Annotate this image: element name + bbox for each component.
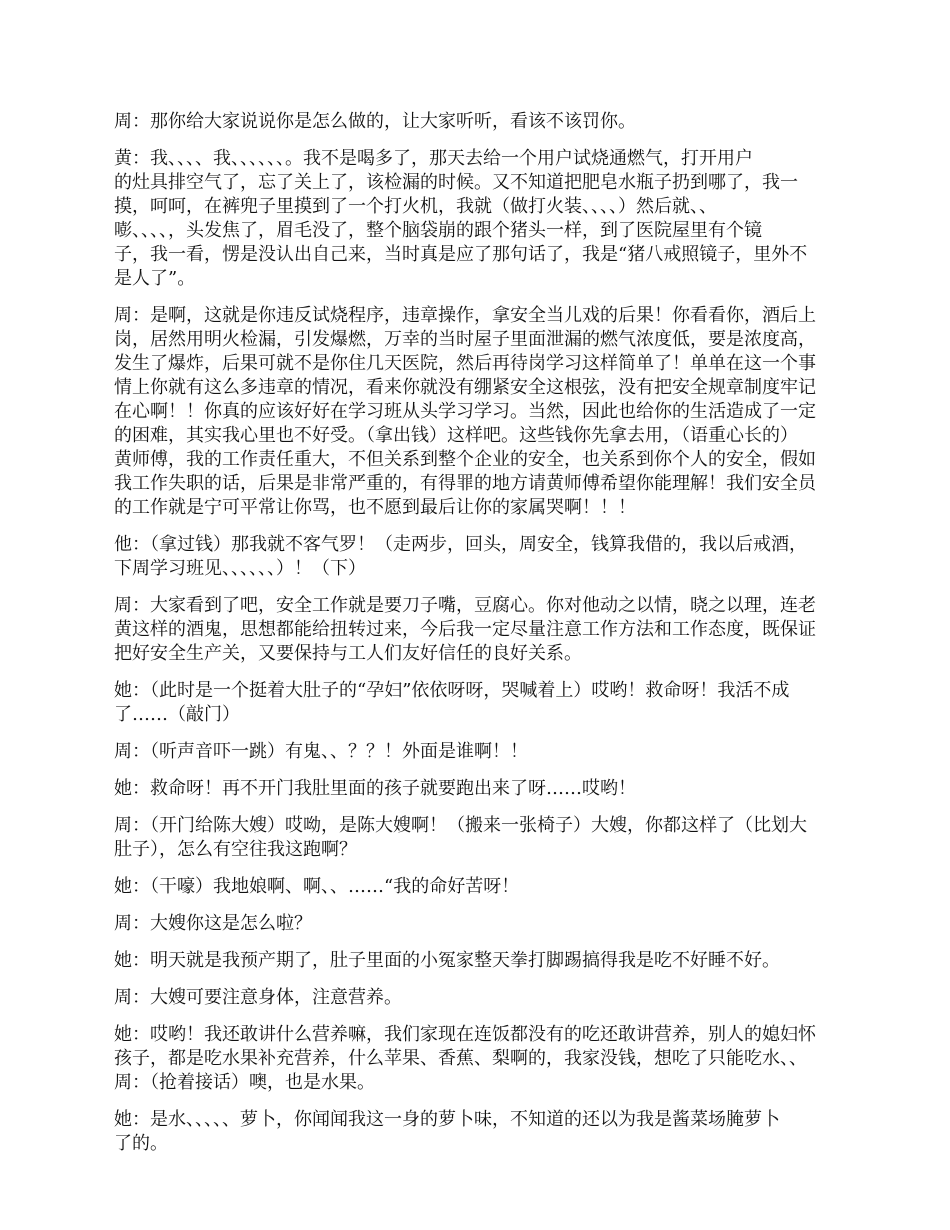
dialogue-paragraph: 周：大家看到了吧，安全工作就是要刀子嘴，豆腐心。你对他动之以情，晓之以理，连老 黄这样的酒鬼，思想都能给扭转过来，今后我一定尽量注意工作方法和工作态度，既保证 把好安全生产关，又要保持与工人们友好信任的良好关系。 bbox=[114, 595, 816, 664]
dialogue-paragraph: 她：哎哟！我还敢讲什么营养嘛，我们家现在连饭都没有的吃还敢讲营养，别人的媳妇怀 孩子，都是吃水果补充营养，什么苹果、香蕉、梨啊的，我家没钱，想吃了只能吃水、、 周：（抢着接话）噢，也是水果。 bbox=[114, 1024, 816, 1093]
dialogue-paragraph: 黄：我、、、、我、、、、、、。我不是喝多了，那天去给一个用户试烧通燃气，打开用户 的灶具排空气了，忘了关上了，该检漏的时候。又不知道把肥皂水瓶子扔到哪了，我一 摸，呵呵，在裤兜子里摸到了一个打火机，我就（做打火装、、、、）然后就、、 嘭、、、、，头发焦了，眉毛没了，整个脑袋崩的跟个猪头一样，到了医院屋里有个镜 子，我一看，愣是没认出自己来，当时真是应了那句话了，我是“猪八戒照镜子，里外不 是人了”。 bbox=[114, 148, 808, 289]
dialogue-paragraph: 周：是啊，这就是你违反试烧程序，违章操作，拿安全当儿戏的后果！你看看你，酒后上 岗，居然用明火检漏，引发爆燃，万幸的当时屋子里面泄漏的燃气浓度低，要是浓度高， 发生了爆炸，后果可就不是你住几天医院，然后再待岗学习这样简单了！单单在这一个事 情上你就有这么多违章的情况，看来你就没有绷紧安全这根弦，没有把安全规章制度牢记 在心啊！！你真的应该好好在学习班从头学习学习。当然，因此也给你的生活造成了一定 的困难，其实我心里也不好受。（拿出钱）这样吧。这些钱你先拿去用，（语重心长的） 黄师傅，我的工作责任重大，不但关系到整个企业的安全，也关系到你个人的安全，假如 我工作失职的话，后果是非常严重的，有得罪的地方请黄师傅希望你能理解！我们安全员 的工作就是宁可平常让你骂，也不愿到最后让你的家属哭啊！！！ bbox=[114, 305, 816, 518]
dialogue-paragraph: 她：明天就是我预产期了，肚子里面的小冤家整天拳打脚踢搞得我是吃不好睡不好。 bbox=[114, 950, 780, 971]
dialogue-paragraph: 周：大嫂你这是怎么啦？ bbox=[114, 913, 312, 934]
dialogue-paragraph: 周：大嫂可要注意身体，注意营养。 bbox=[114, 987, 402, 1008]
dialogue-paragraph: 她：（干嚎）我地娘啊、啊、、……“我的命好苦呀！ bbox=[114, 876, 520, 897]
dialogue-paragraph: 周：（开门给陈大嫂）哎呦，是陈大嫂啊！（搬来一张椅子）大嫂，你都这样了（比划大 肚子），怎么有空往我这跑啊？ bbox=[114, 815, 807, 860]
dialogue-paragraph: 他：（拿过钱）那我就不客气罗！（走两步，回头，周安全，钱算我借的，我以后戒酒， 下周学习班见、、、、、、）！（下） bbox=[114, 534, 807, 579]
dialogue-paragraph: 周：那你给大家说说你是怎么做的，让大家听听，看该不该罚你。 bbox=[114, 111, 636, 132]
dialogue-paragraph: 她：是水、、、、、萝卜，你闻闻我这一身的萝卜味，不知道的还以为我是酱菜场腌萝卜 了的。 bbox=[114, 1109, 780, 1154]
dialogue-paragraph: 周：（听声音吓一跳）有鬼、、？？！外面是谁啊！！ bbox=[114, 741, 528, 762]
dialogue-paragraph: 她：（此时是一个挺着大肚子的“孕妇”依依呀呀，哭喊着上）哎哟！救命呀！我活不成 了……（敲门） bbox=[114, 680, 790, 725]
dialogue-paragraph: 她：救命呀！再不开门我肚里面的孩子就要跑出来了呀……哎哟！ bbox=[114, 778, 636, 799]
